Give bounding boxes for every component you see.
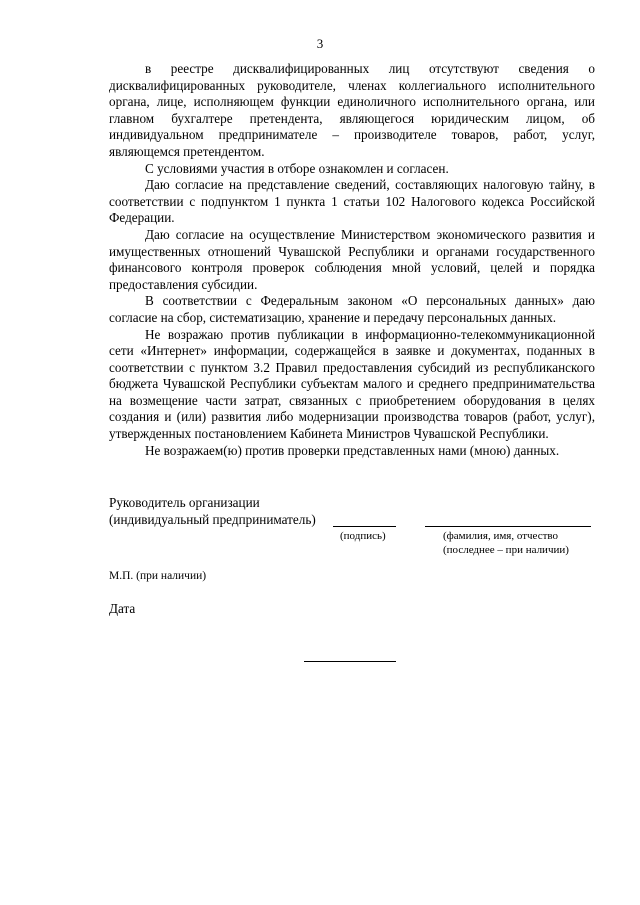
paragraph-publication-consent: Не возражаю против публикации в информационно-телекоммуникационной сети «Интернет» информации, содержащейся в заявке и документах, поданных в соответствии с пунктом 3.2 Правил предоставления субсидий из республиканского бюджета Чувашской Республики субъектам малого и среднего предпринимательства на возмещение части затрат, связанных с приобретением оборудования в целях создания и (или) развития либо модернизации производства товаров (работ, услуг), утвержденных постановлением Кабинета Министров Чувашской Республики. bbox=[109, 326, 595, 442]
full-name-field[interactable] bbox=[425, 526, 591, 527]
signature-field[interactable] bbox=[333, 526, 396, 527]
signer-title: Руководитель организации bbox=[109, 495, 260, 510]
signer-subtitle: (индивидуальный предприниматель) bbox=[109, 511, 316, 527]
full-name-hint: (фамилия, имя, отчество bbox=[443, 530, 559, 542]
paragraph-data-verification-consent: Не возражаем(ю) против проверки представленных нами (мною) данных. bbox=[145, 442, 560, 458]
full-name-hint-optional: (последнее – при наличии) bbox=[443, 544, 569, 556]
signature-hint: (подпись) bbox=[340, 530, 386, 542]
signature-block bbox=[109, 495, 609, 528]
paragraph-conditions-agreement: С условиями участия в отборе ознакомлен и согласен. bbox=[145, 160, 449, 176]
end-divider bbox=[304, 661, 396, 662]
date-label: Дата bbox=[109, 601, 136, 616]
paragraph-inspection-consent: Даю согласие на осуществление Министерством экономического развития и имущественных отношений Чувашской Республики и органами государственного финансового контроля проверок соблюдения мной условий, целей и порядка предоставления субсидии. bbox=[109, 226, 595, 292]
stamp-label: М.П. (при наличии) bbox=[109, 570, 207, 582]
paragraph-disqualified-registry: в реестре дисквалифицированных лиц отсутствуют сведения о дисквалифицированных руководителе, членах коллегиального исполнительного органа, лице, исполняющем функции единоличного исполнительного органа, или главном бухгалтере претендента, являющегося юридическим лицом, об индивидуальном предпринимателе – производителе товаров, работ, услуг, являющемся претендентом. bbox=[109, 61, 595, 159]
paragraph-tax-secret-consent: Даю согласие на представление сведений, составляющих налоговую тайну, в соответствии с подпунктом 1 пункта 1 статьи 102 Налогового кодекса Российской Федерации. bbox=[109, 177, 595, 226]
paragraph-personal-data-consent: В соответствии с Федеральным законом «О персональных данных» даю согласие на сбор, систематизацию, хранение и передачу персональных данных. bbox=[109, 293, 595, 325]
document-body bbox=[109, 61, 595, 459]
page-number: 3 bbox=[316, 36, 324, 51]
